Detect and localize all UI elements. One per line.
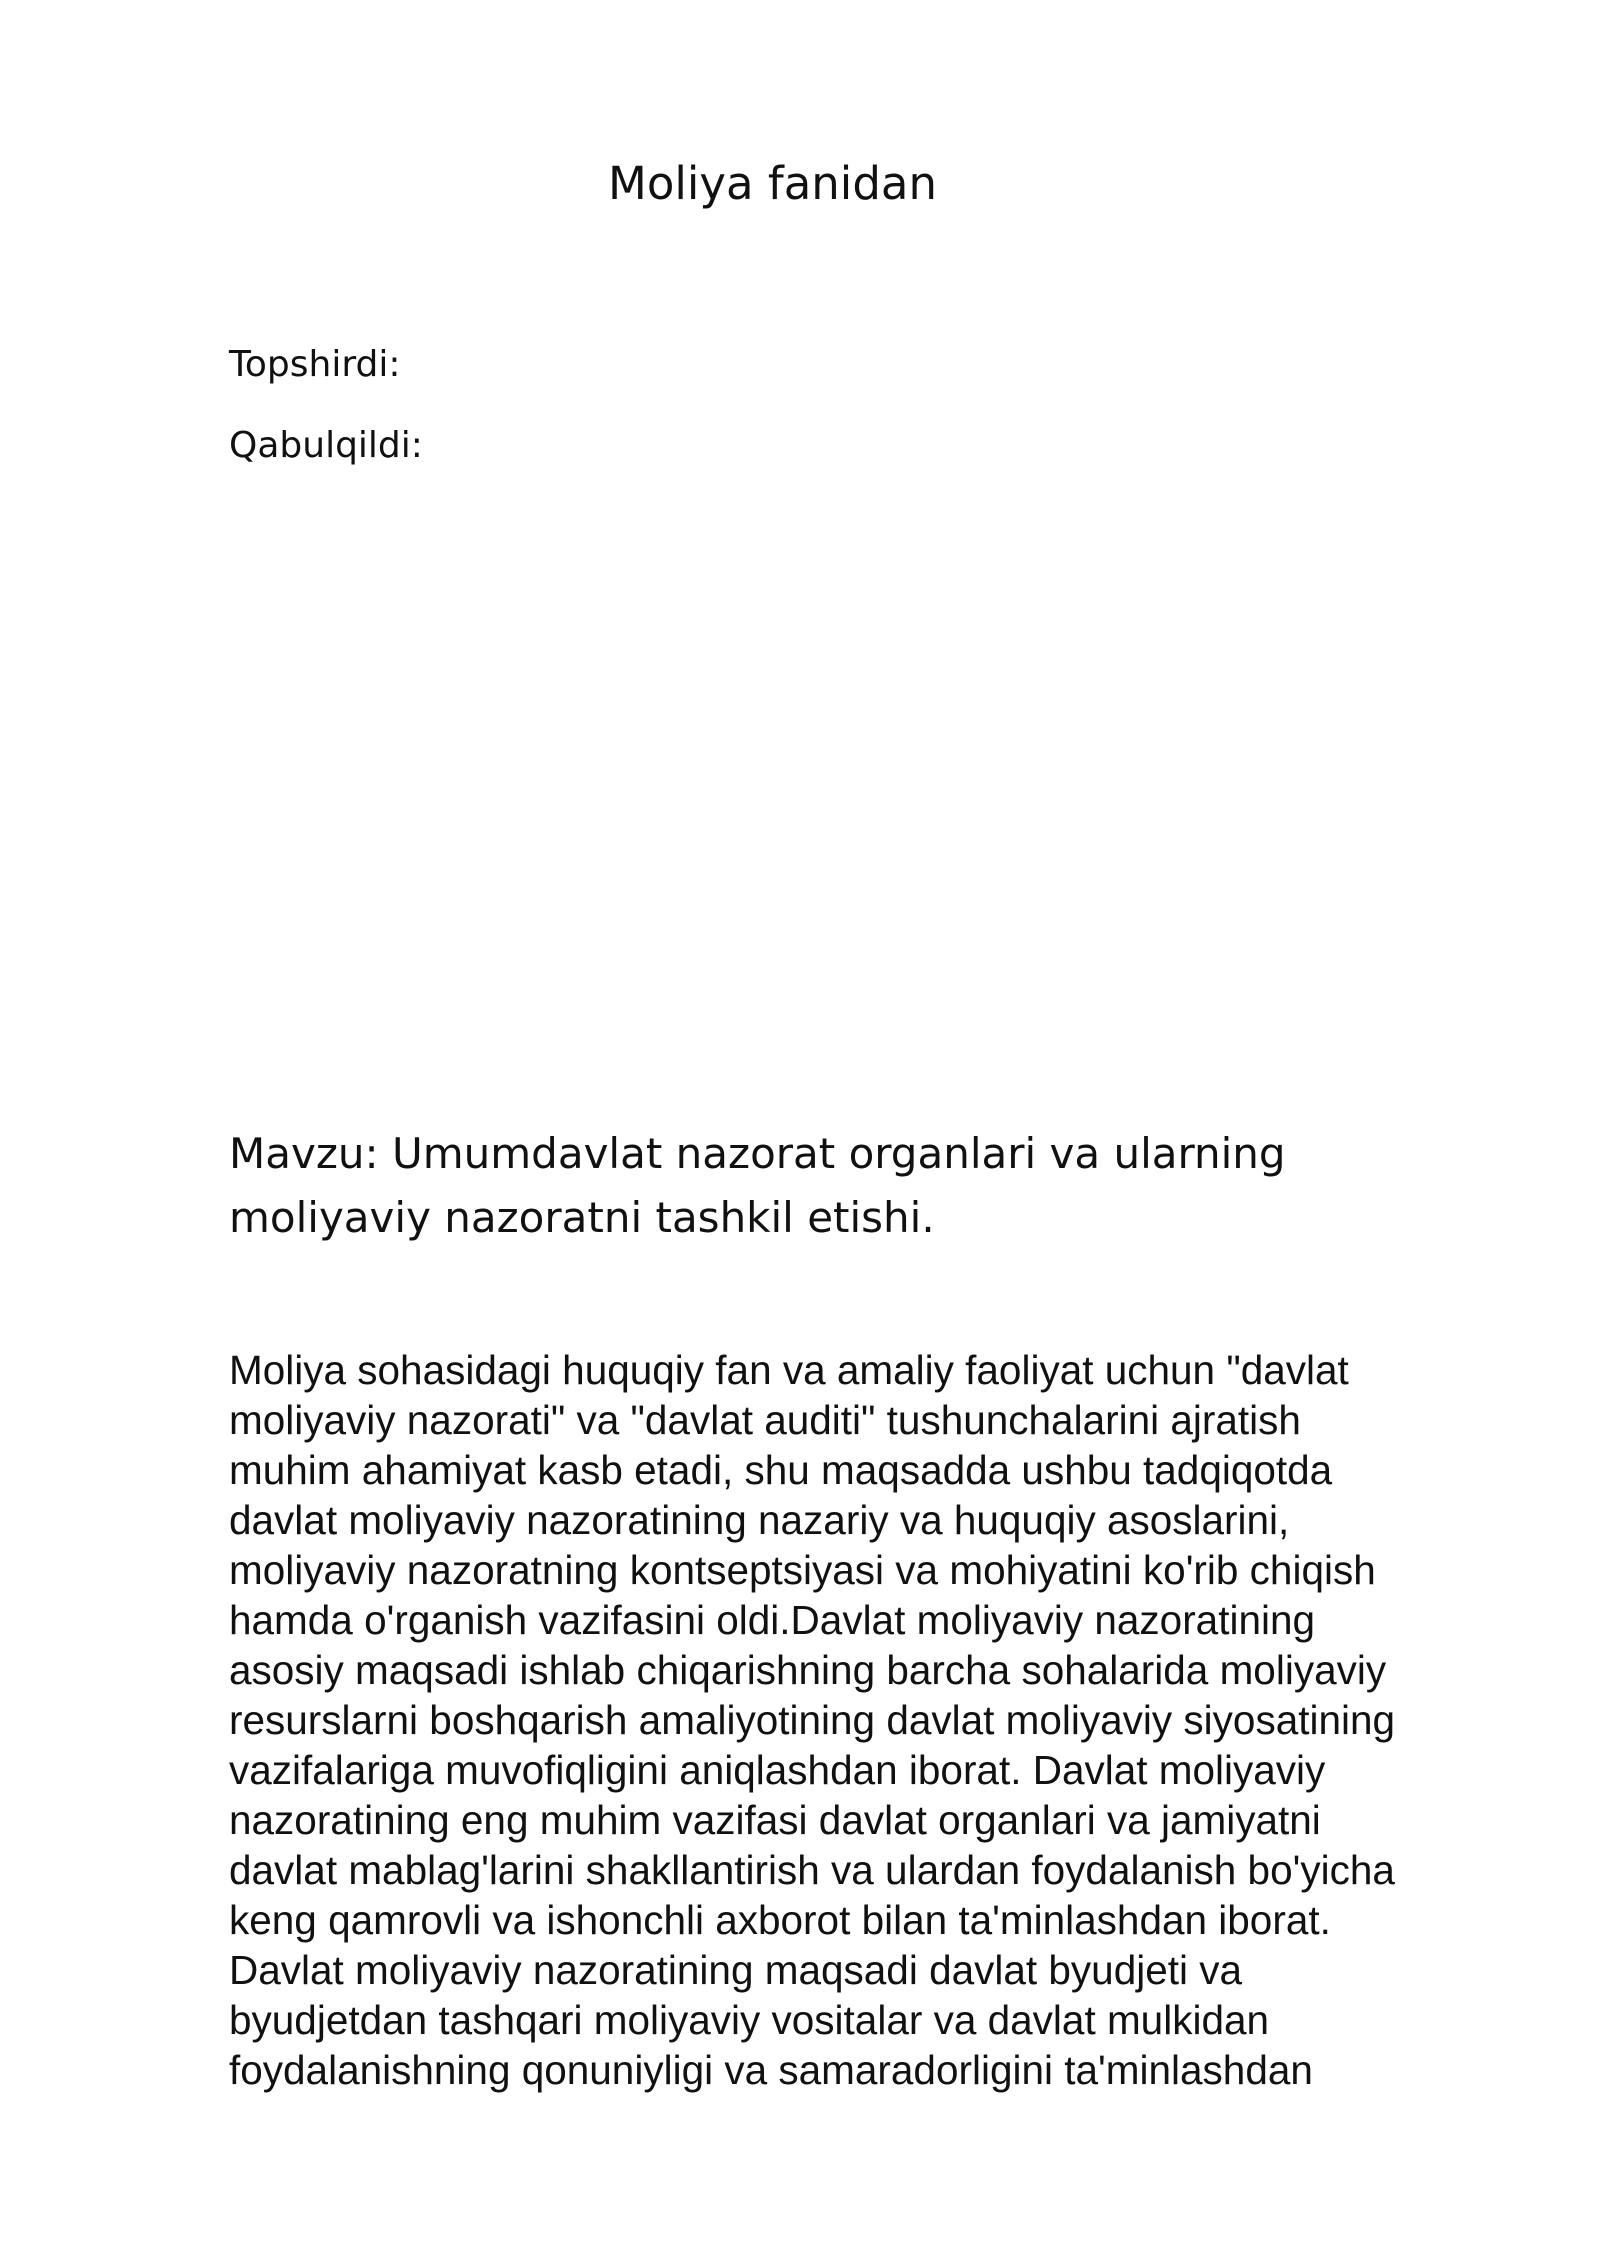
body-line: davlat mablag'larini shakllantirish va ulardan foydalanish bo'yicha [229,1847,1395,1893]
topic-heading: Mavzu: Umumdavlat nazorat organlari va ularning moliyaviy nazoratni tashkil etishi. [229,1129,1286,1242]
body-line: davlat moliyaviy nazoratining nazariy va huquqiy asoslarini, [229,1497,1290,1543]
body-line: Davlat moliyaviy nazoratining maqsadi davlat byudjeti va [229,1947,1243,1993]
body-line: nazoratining eng muhim vazifasi davlat organlari va jamiyatni [229,1797,1321,1843]
body-line: Moliya sohasidagi huquqiy fan va amaliy faoliyat uchun "davlat [229,1347,1349,1393]
body-line: moliyaviy nazorati" va "davlat auditi" tushunchalarini ajratish [229,1397,1301,1443]
body-line: moliyaviy nazoratning kontseptsiyasi va mohiyatini ko'rib chiqish [229,1547,1376,1593]
body-line: vazifalariga muvofiqligini aniqlashdan iborat. Davlat moliyaviy [229,1747,1326,1793]
submitted-by-label: Topshirdi: [229,344,401,385]
body-line: byudjetdan tashqari moliyaviy vositalar va davlat mulkidan [229,1997,1270,2043]
body-line: keng qamrovli va ishonchli axborot bilan ta'minlashdan iborat. [229,1897,1331,1943]
body-line: foydalanishning qonuniyligi va samaradorligini ta'minlashdan [229,2047,1313,2093]
body-line: hamda o'rganish vazifasini oldi.Davlat moliyaviy nazoratining [229,1597,1316,1643]
body-line: asosiy maqsadi ishlab chiqarishning barcha sohalarida moliyaviy [229,1647,1387,1693]
body-line: muhim ahamiyat kasb etadi, shu maqsadda ushbu tadqiqotda [229,1447,1333,1493]
body-paragraph [229,1345,1489,2095]
document-title: Moliya fanidan [608,157,937,210]
body-line: resurslarni boshqarish amaliyotining davlat moliyaviy siyosatining [229,1697,1396,1743]
accepted-by-label: Qabulqildi: [229,425,423,466]
